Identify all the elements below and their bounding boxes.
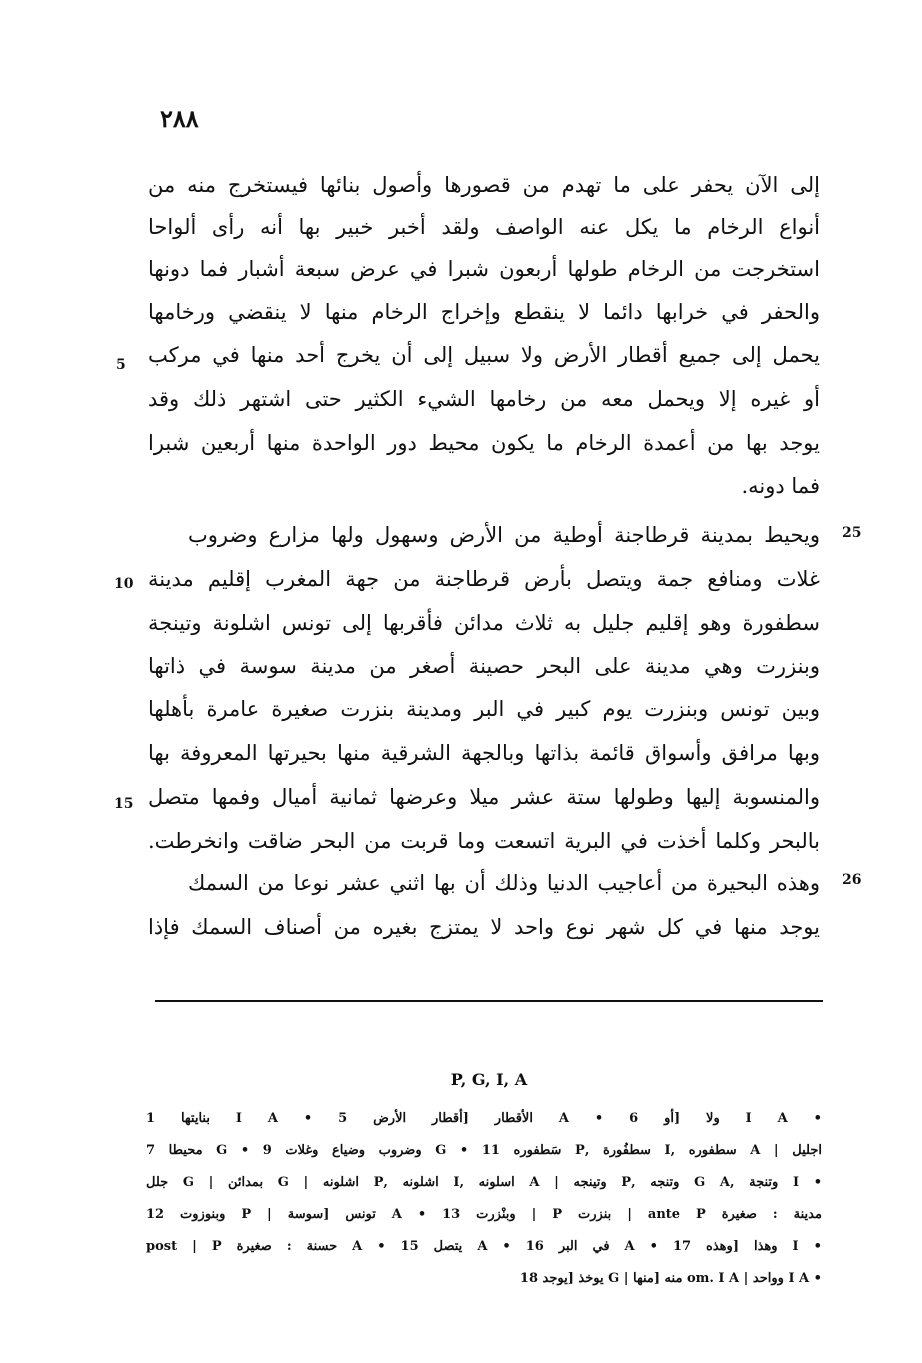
page-number: ٢٨٨ [160, 104, 199, 133]
text-line: والمنسوبة إليها وطولها ستة عشر ميلا وعرضها ثمانية أميال وفمها متصل [148, 785, 820, 809]
apparatus-line: • I A وواحد | om. I A منه [منها | G يوخذ [يوجد 18 [519, 1271, 822, 1286]
line-number-15: 15 [114, 796, 134, 812]
text-line: أو غيره إلا ويحمل معه من رخامها الشيء الكثير حتى اشتهر ذلك وقد [148, 387, 820, 411]
text-line: يوجد بها من أعمدة الرخام ما يكون محيط دور الواحدة منها أربعين شبرا [148, 431, 820, 455]
line-number-5: 5 [116, 357, 126, 373]
apparatus-line: • I A ولا [أو 6 • A الأقطار [أقطار الأرض 5 • I A بنايتها 1 [146, 1111, 822, 1126]
footnote-rule [155, 1000, 823, 1002]
text-line: أنواع الرخام ما يكل عنه الواصف ولقد أخبر خبير بها أنه رأى ألواحا [148, 215, 820, 239]
apparatus-line: • I وتنجة ,G A وتنجه ,P وتينجه | A اسلونه ,I اشلونه ,P اشلونه | G بمدائن | G جلل [146, 1175, 822, 1190]
text-line: سطفورة وهو إقليم جليل به ثلاث مدائن فأقربها إلى تونس اشلونة وتينجة [148, 611, 820, 635]
text-line: بالبحر وكلما أخذت في البرية اتسعت وما قربت من البحر ضاقت وانخرطت. [148, 829, 820, 853]
manuscript-sigla: P, G, I, A [450, 1070, 528, 1089]
text-line: إلى الآن يحفر على ما تهدم من قصورها وأصول بنائها فيستخرج منه من [148, 173, 820, 197]
text-line: يوجد منها في كل شهر نوع واحد لا يمتزج بغيره من أصناف السمك فإذا [148, 915, 820, 939]
text-line: ويحيط بمدينة قرطاجنة أوطية من الأرض وسهول ولها مزارع وضروب [188, 523, 820, 547]
text-line: وبين تونس وبنزرت يوم كبير في البر ومدينة بنزرت صغيرة عامرة بأهلها [148, 697, 820, 721]
apparatus-line: • I وهذا [وهذه 17 • A في البر 16 • A يتصل 15 • A حسنة : صغيرة post | P [146, 1239, 822, 1254]
section-number-26: 26 [842, 872, 862, 888]
text-line: وبنزرت وهي مدينة على البحر حصينة أصغر من مدينة سوسة في ذاتها [148, 654, 820, 678]
text-line: يحمل إلى جميع أقطار الأرض ولا سبيل إلى أن يخرج أحد منها في مركب [148, 343, 820, 367]
line-number-10: 10 [114, 576, 134, 592]
text-line: والحفر في خرابها دائما لا ينقطع وإخراج الرخام منها لا ينقضي ورخامها [148, 300, 820, 324]
apparatus-line: مدينة : صغيرة ante P | بنزرت P | وبنْزرت 13 • A تونس [سوسة | P وبنوزوت 12 [146, 1207, 822, 1222]
text-line: غلات ومنافع جمة ويتصل بأرض قرطاجنة من جهة المغرب إقليم مدينة [148, 567, 820, 591]
section-number-25: 25 [842, 525, 862, 541]
apparatus-line: اجليل | A سطفوره ,I سطفُورة ,P سَطفوره 11 • G وضروب وضياع وغلات 9 • G محيطا 7 [146, 1143, 822, 1158]
text-line: وهذه البحيرة من أعاجيب الدنيا وذلك أن بها اثني عشر نوعا من السمك [188, 871, 820, 895]
text-line: وبها مرافق وأسواق قائمة بذاتها وبالجهة الشرقية منها بحيرتها المعروفة بها [148, 741, 820, 765]
text-line: استخرجت من الرخام طولها أربعون شبرا في عرض سبعة أشبار فما دونها [148, 257, 820, 281]
text-line: فما دونه. [741, 474, 820, 498]
